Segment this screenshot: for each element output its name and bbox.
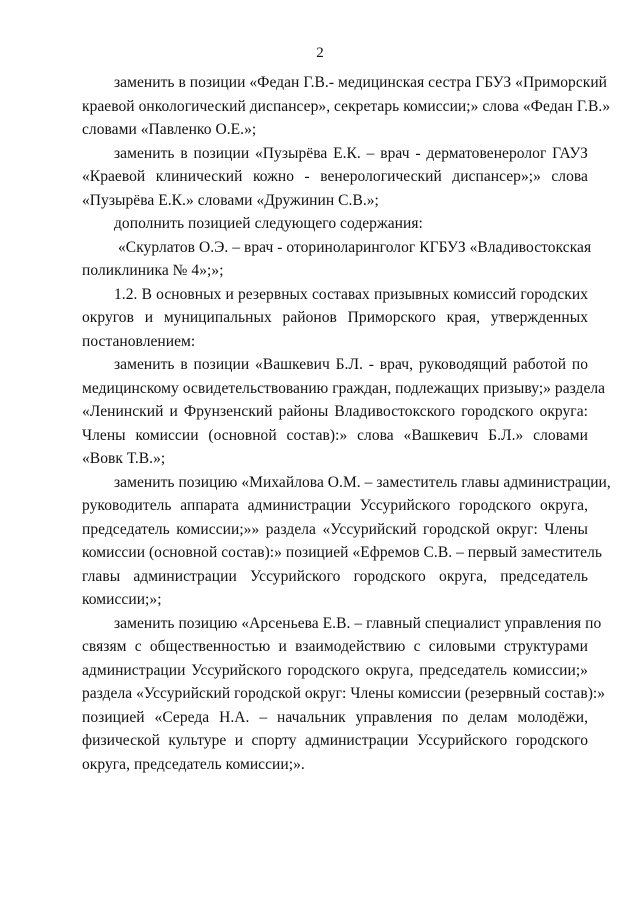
- text-line: «Краевой клинический кожно - венерологический диспансер»;» слова: [82, 168, 588, 185]
- text-line: заменить в позиции «Федан Г.В.- медицинская сестра ГБУЗ «Приморский: [114, 74, 608, 91]
- text-line: округов и муниципальных районов Приморского края, утвержденных: [82, 309, 588, 326]
- document-body: [82, 71, 611, 776]
- text-line: раздела «Уссурийский городской округ: Члены комиссии (резервный состав):»: [82, 685, 606, 702]
- text-line: председатель комиссии;»» раздела «Уссурийский городской округ: Члены: [82, 520, 588, 538]
- text-line: постановлением:: [82, 332, 196, 350]
- text-line: заменить позицию «Михайлова О.М. – заместитель главы администрации,: [114, 473, 611, 491]
- text-line: позицией «Середа Н.А. – начальник управления по делам молодёжи,: [82, 708, 588, 726]
- text-line: заменить позицию «Арсеньева Е.В. – главный специалист управления по: [114, 614, 602, 632]
- text-line: главы администрации Уссурийского городского округа, председатель: [82, 567, 588, 585]
- text-line: «Пузырёва Е.К.» словами «Дружинин С.В.»;: [82, 191, 379, 209]
- text-line: заменить в позиции «Пузырёва Е.К. – врач - дерматовенеролог ГАУЗ: [114, 144, 588, 162]
- text-line: поликлиника № 4»;»;: [82, 262, 224, 279]
- text-line: комиссии (основной состав):» позицией «Ефремов С.В. – первый заместитель: [82, 544, 603, 561]
- text-line: комиссии;»;: [82, 591, 162, 608]
- text-line: «Вовк Т.В.»;: [82, 450, 166, 467]
- page-number: 2: [316, 45, 324, 61]
- text-line: дополнить позицией следующего содержания:: [114, 215, 423, 232]
- text-line: округа, председатель комиссии;».: [82, 755, 305, 773]
- text-line: администрации Уссурийского городского округа, председатель комиссии;»: [82, 661, 588, 679]
- text-line: 1.2. В основных и резервных составах призывных комиссий городских: [114, 285, 588, 303]
- text-line: Члены комиссии (основной состав):» слова «Вашкевич Б.Л.» словами: [82, 426, 588, 444]
- text-line: краевой онкологический диспансер», секретарь комиссии;» слова «Федан Г.В.»: [82, 97, 611, 115]
- text-line: физической культуре и спорту администрации Уссурийского городского: [82, 732, 588, 749]
- text-line: заменить в позиции «Вашкевич Б.Л. - врач, руководящий работой по: [114, 356, 588, 373]
- text-line: связям с общественностью и взаимодействию с силовыми структурами: [82, 638, 588, 655]
- text-line: словами «Павленко О.Е.»;: [82, 121, 257, 138]
- text-line: «Скурлатов О.Э. – врач - оториноларинголог КГБУЗ «Владивостокская: [118, 238, 592, 256]
- text-line: медицинскому освидетельствованию граждан, подлежащих призыву;» раздела: [82, 379, 606, 397]
- text-line: «Ленинский и Фрунзенский районы Владивостокского городского округа:: [82, 403, 588, 420]
- text-line: руководитель аппарата администрации Уссурийского городского округа,: [82, 497, 588, 514]
